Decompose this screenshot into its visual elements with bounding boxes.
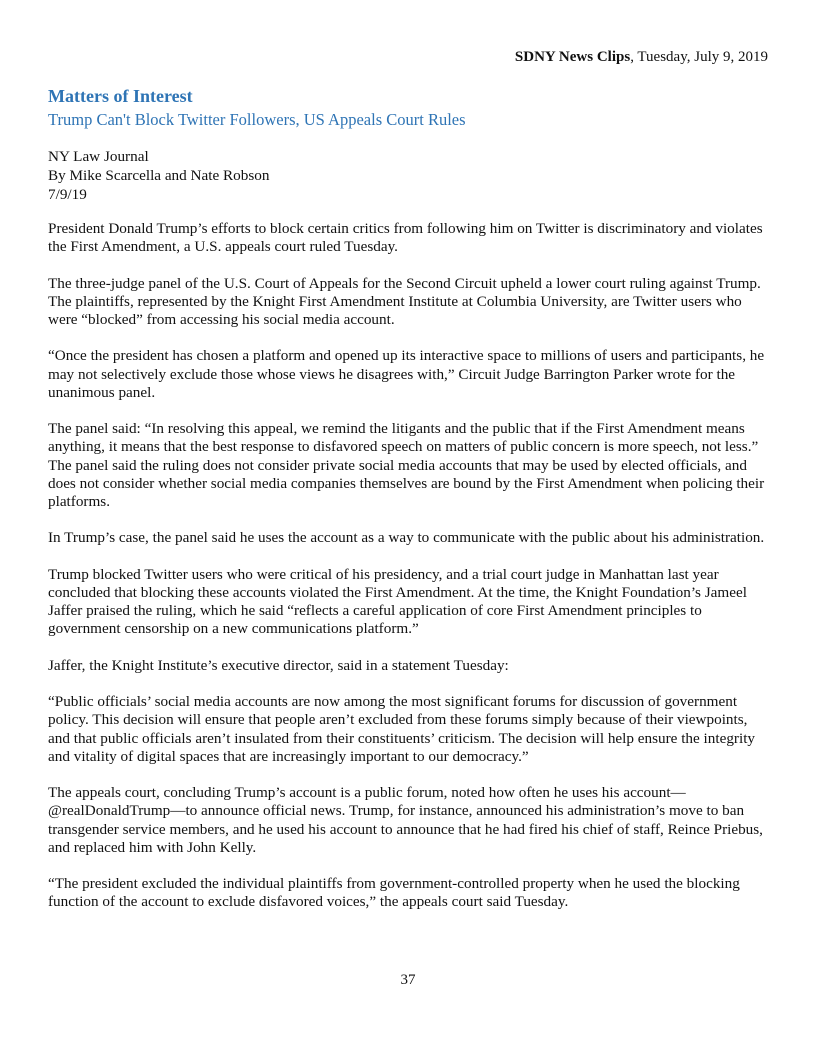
paragraph: The appeals court, concluding Trump’s account is a public forum, noted how often he uses his account—@realDonaldTrump—to announce official news. Trump, for instance, announced his administration’s move to ban transgender service members, and he used his account to announce that he had fired his chief of staff, Reince Priebus, and replaced him with John Kelly. [48, 784, 763, 856]
paragraph: Trump blocked Twitter users who were critical of his presidency, and a trial court judge in Manhattan last year concluded that blocking these accounts violated the First Amendment. At the time, the Knight Foundation’s Jameel Jaffer praised the ruling, which he said “reflects a careful application of core First Amendment principles to government censorship on a new communications platform.” [48, 565, 747, 638]
paragraph: In Trump’s case, the panel said he uses the account as a way to communicate with the public about his administration. [48, 529, 765, 547]
paragraph: President Donald Trump’s efforts to block certain critics from following him on Twitter is discriminatory and violates the First Amendment, a U.S. appeals court ruled Tuesday. [48, 220, 763, 256]
article-source: NY Law Journal [48, 148, 149, 165]
paragraph: “The president excluded the individual plaintiffs from government-controlled property when he used the blocking function of the account to exclude disfavored voices,” the appeals court said Tuesday. [48, 875, 740, 911]
publication-name: SDNY News Clips [514, 49, 631, 65]
page-number: 37 [400, 972, 416, 988]
paragraph: The panel said: “In resolving this appeal, we remind the litigants and the public that if the First Amendment means anything, it means that the best response to disfavored speech on matters of public concern is more speech, not less.” [48, 420, 759, 456]
page-header [515, 49, 768, 66]
paragraph: The three-judge panel of the U.S. Court of Appeals for the Second Circuit upheld a lower court ruling against Trump. The plaintiffs, represented by the Knight First Amendment Institute at Columbia University, are Twitter users who were “blocked” from accessing his social media account. [48, 274, 761, 328]
section-title: Matters of Interest [48, 86, 193, 106]
article-date: 7/9/19 [48, 186, 87, 203]
article-title: Trump Can't Block Twitter Followers, US Appeals Court Rules [48, 110, 466, 129]
paragraph: The panel said the ruling does not consider private social media accounts that may be used by elected officials, and does not consider whether social media companies themselves are bound by the First Amendment when policing their platforms. [48, 456, 765, 510]
paragraph: “Once the president has chosen a platform and opened up its interactive space to millions of users and participants, he may not selectively exclude those whose views he disagrees with,” Circuit Judge Barrington Parker wrote for the unanimous panel. [48, 347, 765, 401]
article-meta [48, 147, 269, 204]
paragraph: Jaffer, the Knight Institute’s executive director, said in a statement Tuesday: [48, 656, 509, 674]
paragraph: “Public officials’ social media accounts are now among the most significant forums for discussion of government policy. This decision will ensure that people aren’t excluded from these forums simply because of their viewpoints, and that public officials aren’t insulated from their constituents’ criticism. The decision will help ensure the integrity and vitality of digital spaces that are increasingly important to our democracy.” [48, 693, 756, 765]
article-body [48, 220, 770, 930]
article-byline: By Mike Scarcella and Nate Robson [48, 167, 270, 184]
header-date: , Tuesday, July 9, 2019 [630, 49, 768, 65]
